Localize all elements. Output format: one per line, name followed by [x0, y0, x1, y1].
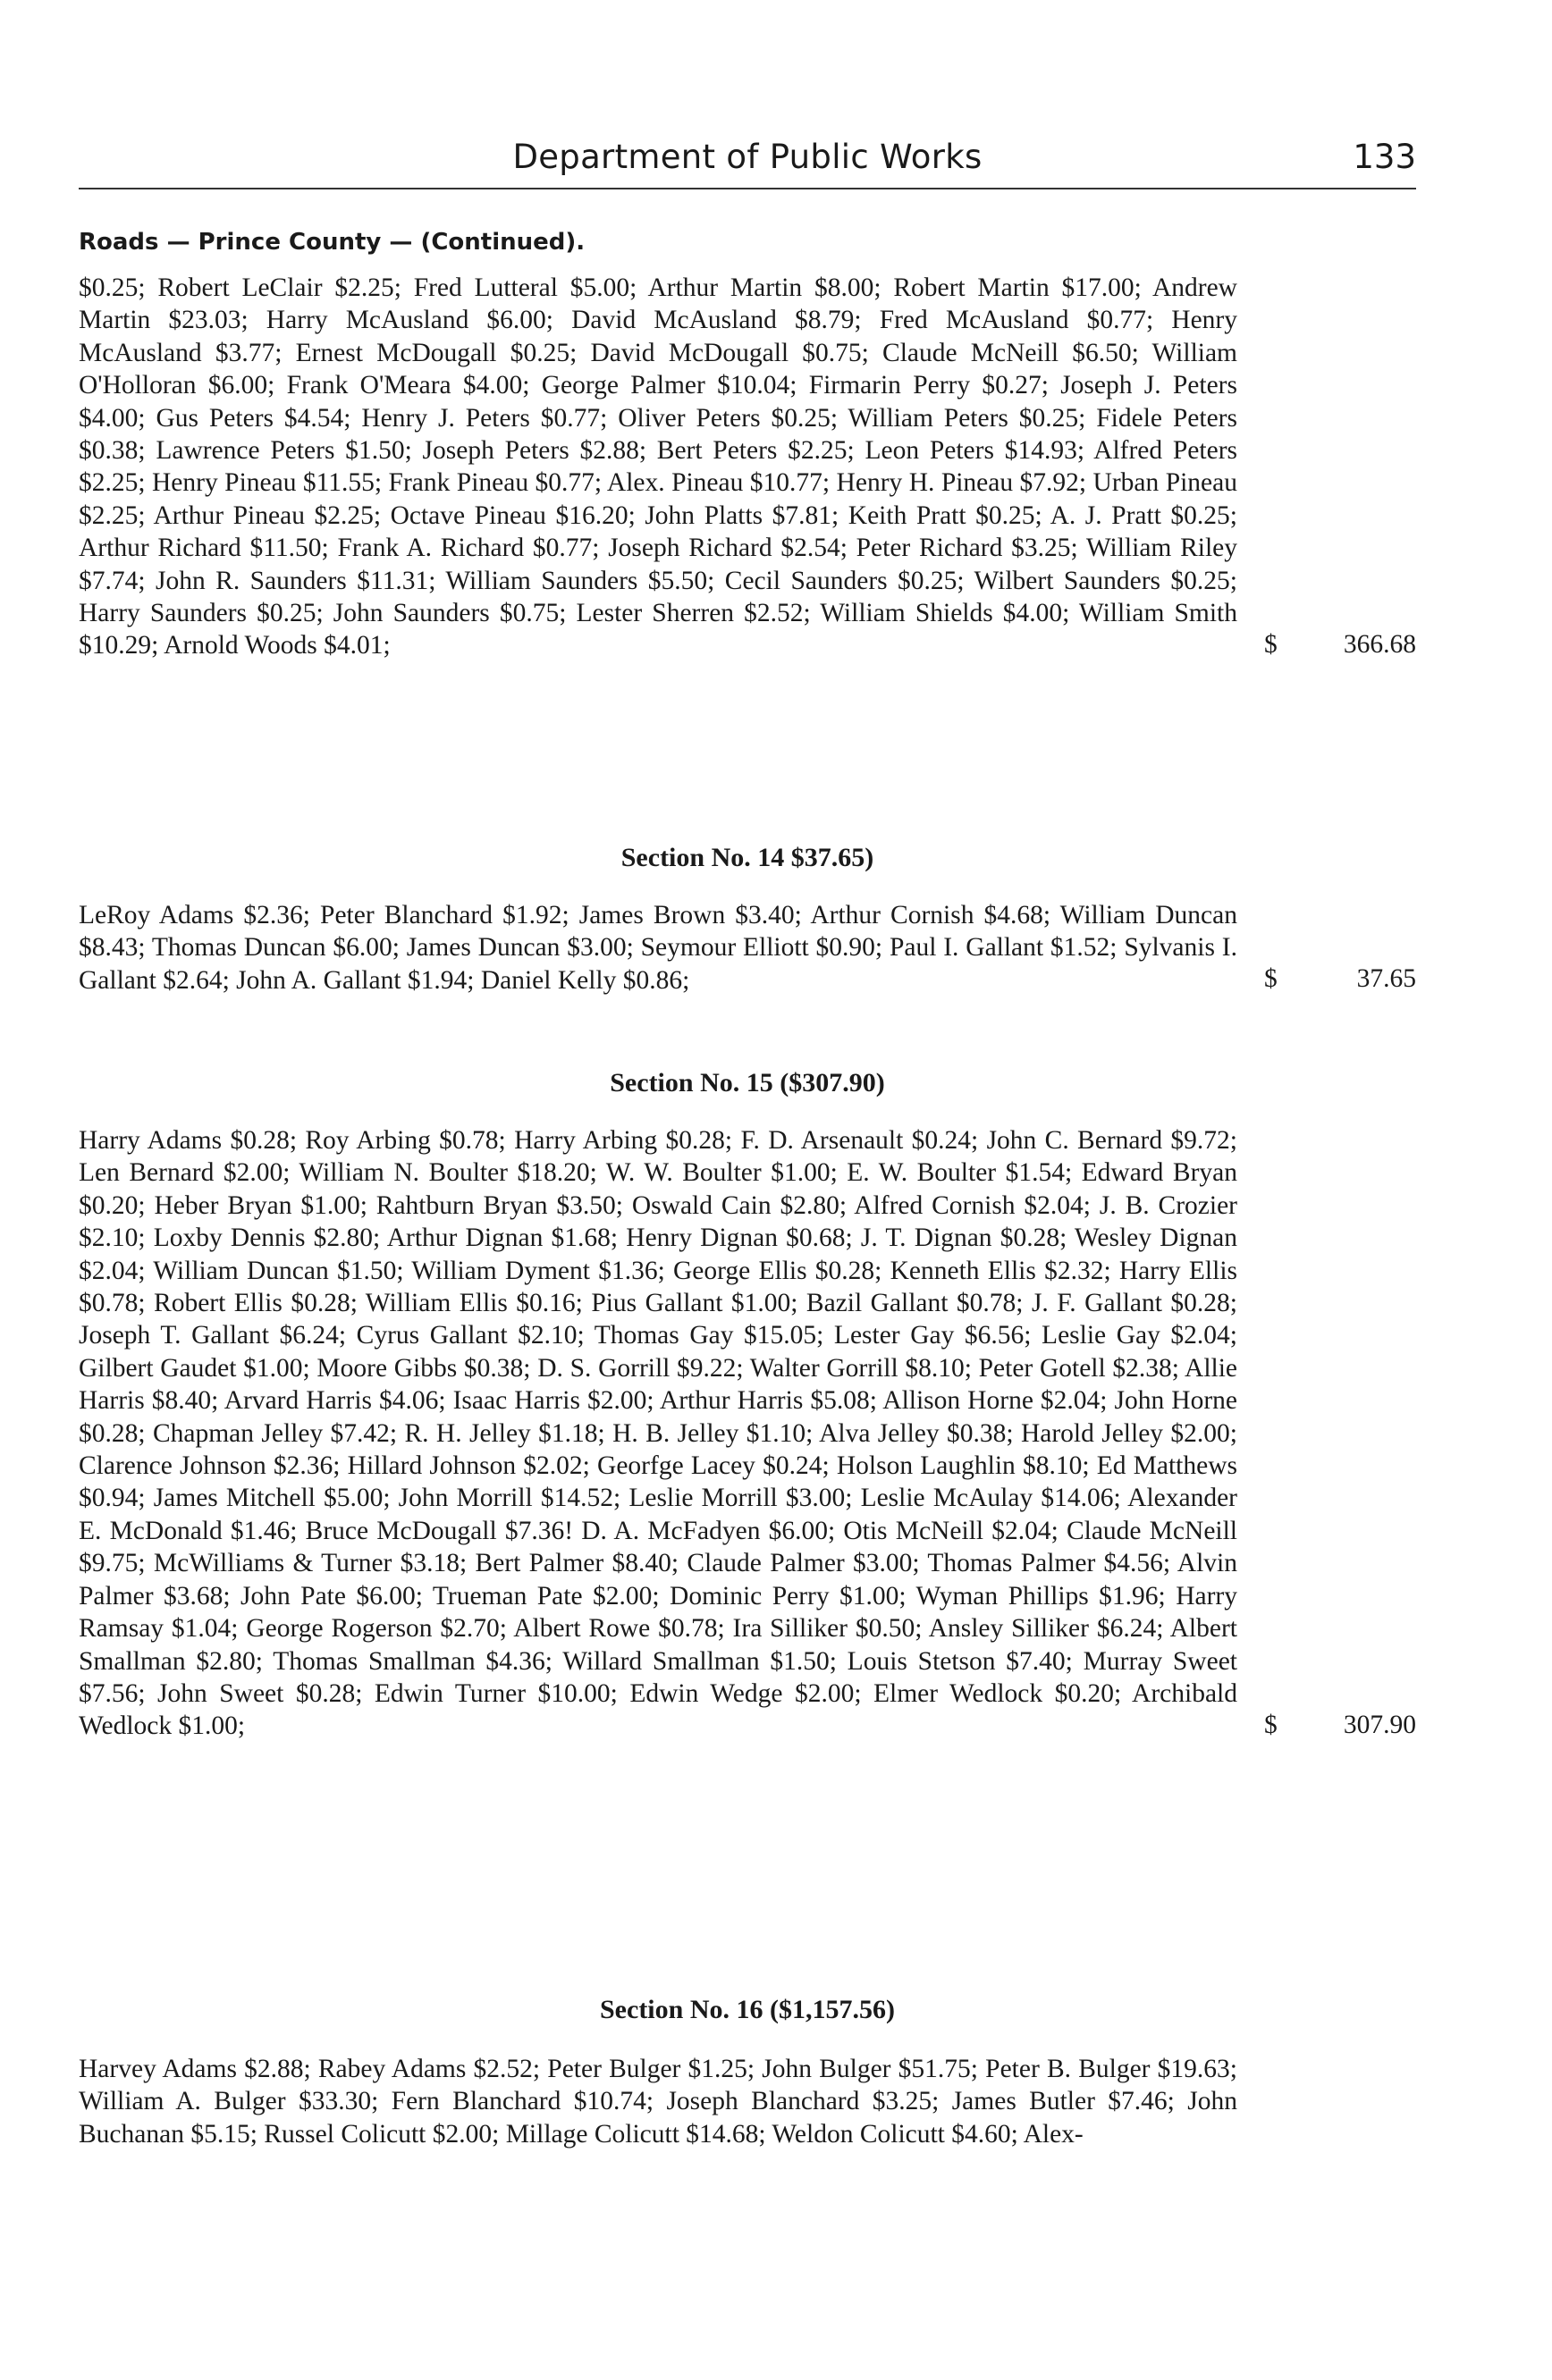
block-total [1264, 628, 1416, 660]
page-number: 133 [1353, 138, 1416, 176]
running-header [79, 132, 1416, 188]
total-currency: $ [1264, 629, 1278, 659]
entry-block-section-16 [79, 2053, 1416, 2150]
entry-block-section-15 [79, 1124, 1416, 1743]
entry-block-continued [79, 272, 1416, 662]
section-heading-14: Section No. 14 $37.65) [620, 843, 874, 872]
block-total [1264, 1709, 1416, 1741]
running-title: Department of Public Works [512, 138, 983, 176]
section-heading-16: Section No. 16 ($1,157.56) [600, 1995, 895, 2024]
block-total [1264, 963, 1416, 995]
total-currency: $ [1264, 1710, 1278, 1739]
entry-block-section-14 [79, 899, 1416, 997]
entry-paragraph: Harvey Adams $2.88; Rabey Adams $2.52; Peter Bulger $1.25; John Bulger $51.75; Peter B. Bulger $19.63; William A. Bulger $33.30; Fern Blanchard $10.74; Joseph Blanchard $3.25; James Butler $7.46; John Buchanan $5.15; Russel Colicutt $2.00; Millage Colicutt $14.68; Weldon Colicutt $4.60; Alex- [79, 2055, 1237, 2149]
entry-paragraph: LeRoy Adams $2.36; Peter Blanchard $1.92; James Brown $3.40; Arthur Cornish $4.68; William Duncan $8.43; Thomas Duncan $6.00; James Duncan $3.00; Seymour Elliott $0.90; Paul I. Gallant $1.52; Sylvanis I. Gallant $2.64; John A. Gallant $1.94; Daniel Kelly $0.86; [79, 901, 1237, 995]
section-heading-15: Section No. 15 ($307.90) [610, 1068, 885, 1097]
continued-heading: Roads — Prince County — (Continued). [79, 229, 586, 256]
total-currency: $ [1264, 964, 1278, 994]
header-rule [79, 188, 1416, 189]
entry-paragraph: $0.25; Robert LeClair $2.25; Fred Lutteral $5.00; Arthur Martin $8.00; Robert Martin $17.00; Andrew Martin $23.03; Harry McAusland $6.00; David McAusland $8.79; Fred McAusland $0.77; Henry McAusland $3.77; Ernest McDougall $0.25; David McDougall $0.75; Claude McNeill $6.50; William O'Holloran $6.00; Frank O'Meara $4.00; George Palmer $10.04; Firmarin Perry $0.27; Joseph J. Peters $4.00; Gus Peters $4.54; Henry J. Peters $0.77; Oliver Peters $0.25; William Peters $0.25; Fidele Peters $0.38; Lawrence Peters $1.50; Joseph Peters $2.88; Bert Peters $2.25; Leon Peters $14.93; Alfred Peters $2.25; Henry Pineau $11.55; Frank Pineau $0.77; Alex. Pineau $10.77; Henry H. Pineau $7.92; Urban Pineau $2.25; Arthur Pineau $2.25; Octave Pineau $16.20; John Platts $7.81; Keith Pratt $0.25; A. J. Pratt $0.25; Arthur Richard $11.50; Frank A. Richard $0.77; Joseph Richard $2.54; Peter Richard $3.25; William Riley $7.74; John R. Saunders $11.31; William Saunders $5.50; Cecil Saunders $0.25; Wilbert Saunders $0.25; Harry Saunders $0.25; John Saunders $0.75; Lester Sherren $2.52; William Shields $4.00; William Smith $10.29; Arnold Woods $4.01; [79, 273, 1237, 660]
total-amount: 307.90 [1343, 1710, 1416, 1739]
total-amount: 37.65 [1356, 964, 1416, 994]
total-amount: 366.68 [1343, 629, 1416, 659]
entry-paragraph: Harry Adams $0.28; Roy Arbing $0.78; Harry Arbing $0.28; F. D. Arsenault $0.24; John C. Bernard $9.72; Len Bernard $2.00; William N. Boulter $18.20; W. W. Boulter $1.00; E. W. Boulter $1.54; Edward Bryan $0.20; Heber Bryan $1.00; Rahtburn Bryan $3.50; Oswald Cain $2.80; Alfred Cornish $2.04; J. B. Crozier $2.10; Loxby Dennis $2.80; Arthur Dignan $1.68; Henry Dignan $0.68; J. T. Dignan $0.28; Wesley Dignan $2.04; William Duncan $1.50; William Dyment $1.36; George Ellis $0.28; Kenneth Ellis $2.32; Harry Ellis $0.78; Robert Ellis $0.28; William Ellis $0.16; Pius Gallant $1.00; Bazil Gallant $0.78; J. F. Gallant $0.28; Joseph T. Gallant $6.24; Cyrus Gallant $2.10; Thomas Gay $15.05; Lester Gay $6.56; Leslie Gay $2.04; Gilbert Gaudet $1.00; Moore Gibbs $0.38; D. S. Gorrill $9.22; Walter Gorrill $8.10; Peter Gotell $2.38; Allie Harris $8.40; Arvard Harris $4.06; Isaac Harris $2.00; Arthur Harris $5.08; Allison Horne $2.04; John Horne $0.28; Chapman Jelley $7.42; R. H. Jelley $1.18; H. B. Jelley $1.10; Alva Jelley $0.38; Harold Jelley $2.00; Clarence Johnson $2.36; Hillard Johnson $2.02; Georfge Lacey $0.24; Holson Laughlin $8.10; Ed Matthews $0.94; James Mitchell $5.00; John Morrill $14.52; Leslie Morrill $3.00; Leslie McAulay $14.06; Alexander E. McDonald $1.46; Bruce McDougall $7.36! D. A. McFadyen $6.00; Otis McNeill $2.04; Claude McNeill $9.75; McWilliams & Turner $3.18; Bert Palmer $8.40; Claude Palmer $3.00; Thomas Palmer $4.56; Alvin Palmer $3.68; John Pate $6.00; Trueman Pate $2.00; Dominic Perry $1.00; Wyman Phillips $1.96; Harry Ramsay $1.04; George Rogerson $2.70; Albert Rowe $0.78; Ira Silliker $0.50; Ansley Silliker $6.24; Albert Smallman $2.80; Thomas Smallman $4.36; Willard Smallman $1.50; Louis Stetson $7.40; Murray Sweet $7.56; John Sweet $0.28; Edwin Turner $10.00; Edwin Wedge $2.00; Elmer Wedlock $0.20; Archibald Wedlock $1.00; [79, 1126, 1237, 1741]
